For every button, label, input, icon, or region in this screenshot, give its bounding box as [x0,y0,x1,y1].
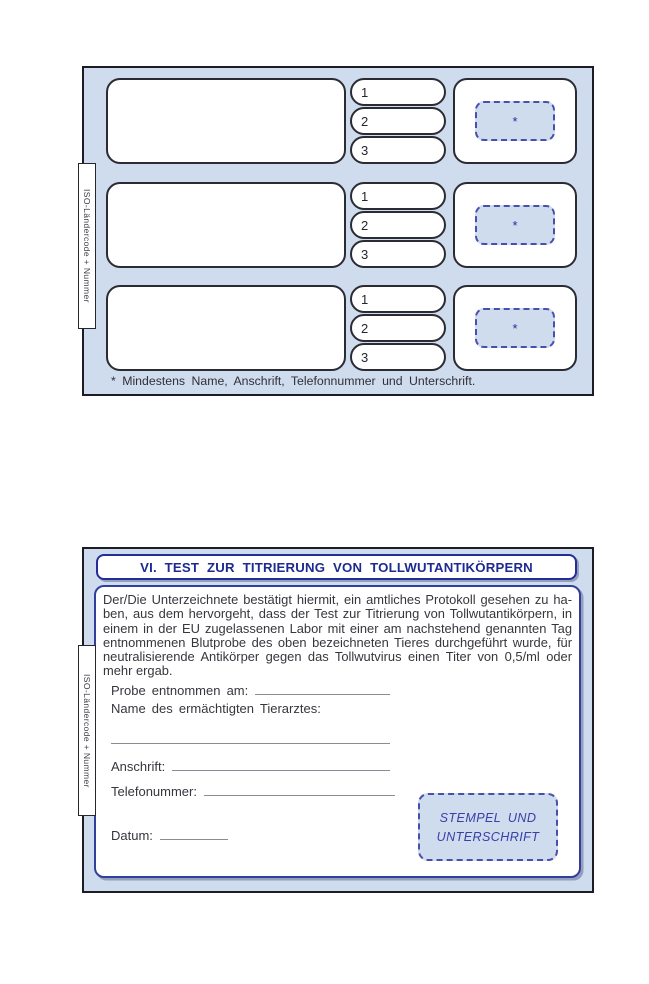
declaration-line: neutralisierende Antikörper gegen das Tollwutvirus einen Titer von 0,5/ml oder [103,649,572,665]
phone-label: Telefonummer: [111,784,197,799]
declaration-box [94,585,581,878]
stamp-and-signature-box [418,793,558,861]
numbered-field [350,78,446,106]
address-field [111,757,390,774]
numbered-field [350,285,446,313]
sample-date-field [111,681,390,698]
address-label: Anschrift: [111,759,166,774]
iso-country-code-label: ISO-Ländercode + Nummer [82,189,92,303]
field-number: 3 [361,246,369,262]
footnote-marker: * [512,320,518,336]
owner-entries-card [82,66,594,396]
signature-box [453,78,577,164]
field-number: 2 [361,320,369,336]
titration-test-card [82,547,594,893]
phone-field [111,782,395,799]
iso-country-code-label: ISO-Ländercode + Nummer [82,673,92,788]
phone-fill-line [204,782,395,796]
declaration-line: ben, aus dem hervorgeht, dass der Test zur Titrierung von Tollwutantikörpern, in [103,606,572,622]
vet-name-label: Name des ermächtigten Tierarztes: [111,701,321,716]
declaration-line: mehr ergab. [103,663,173,679]
stamp-placeholder-box [475,101,555,141]
stamp-box-line2: UNTERSCHRIFT [436,829,540,844]
vet-name-field [111,701,321,716]
stamp-box-line1: STEMPEL UND [439,810,537,825]
numbered-field [350,182,446,210]
address-fill-line [172,757,390,771]
date-fill-line [160,826,228,840]
section-title: VI. TEST ZUR TITRIERUNG VON TOLLWUTANTIKÖRPERN [140,559,533,575]
declaration-line: Der/Die Unterzeichnete bestätigt hiermit, ein amtliches Protokoll gesehen zu ha- [103,592,572,607]
owner-detail-box [106,182,346,268]
footnote-marker: * [512,113,518,129]
iso-country-code-tab [78,163,96,329]
sample-date-fill-line [255,681,390,695]
vet-name-fill-row [111,730,390,747]
section-title-box [96,554,577,580]
signature-box [453,182,577,268]
numbered-field [350,211,446,239]
owner-detail-box [106,285,346,371]
sample-date-label: Probe entnommen am: [111,683,249,698]
field-number: 1 [361,84,369,100]
declaration-text [103,593,572,679]
numbered-field [350,343,446,371]
numbered-field-column [350,285,446,371]
declaration-line: einem in der EU zugelassenen Labor mit einer am nachstehend genannten Tag [103,620,572,636]
footnote: * Mindestens Name, Anschrift, Telefonnummer und Unterschrift. [111,374,476,388]
field-number: 3 [361,142,369,158]
footnote-marker: * [512,217,518,233]
signature-box [453,285,577,371]
iso-country-code-tab [78,645,96,816]
numbered-field [350,107,446,135]
field-number: 2 [361,113,369,129]
stamp-placeholder-box [475,205,555,245]
field-number: 1 [361,188,369,204]
stamp-placeholder-box [475,308,555,348]
numbered-field-column [350,182,446,268]
declaration-line: entnommenen Blutprobe des oben bezeichneten Tieres durchgeführt wurde, für [103,634,572,650]
vet-name-fill-line [111,730,390,744]
numbered-field [350,314,446,342]
numbered-field-column [350,78,446,164]
entry-row [84,182,592,268]
field-number: 2 [361,217,369,233]
entry-row [84,285,592,371]
owner-detail-box [106,78,346,164]
field-number: 3 [361,349,369,365]
field-number: 1 [361,291,369,307]
numbered-field [350,136,446,164]
entry-row [84,78,592,164]
numbered-field [350,240,446,268]
date-field [111,826,228,843]
date-label: Datum: [111,828,153,843]
